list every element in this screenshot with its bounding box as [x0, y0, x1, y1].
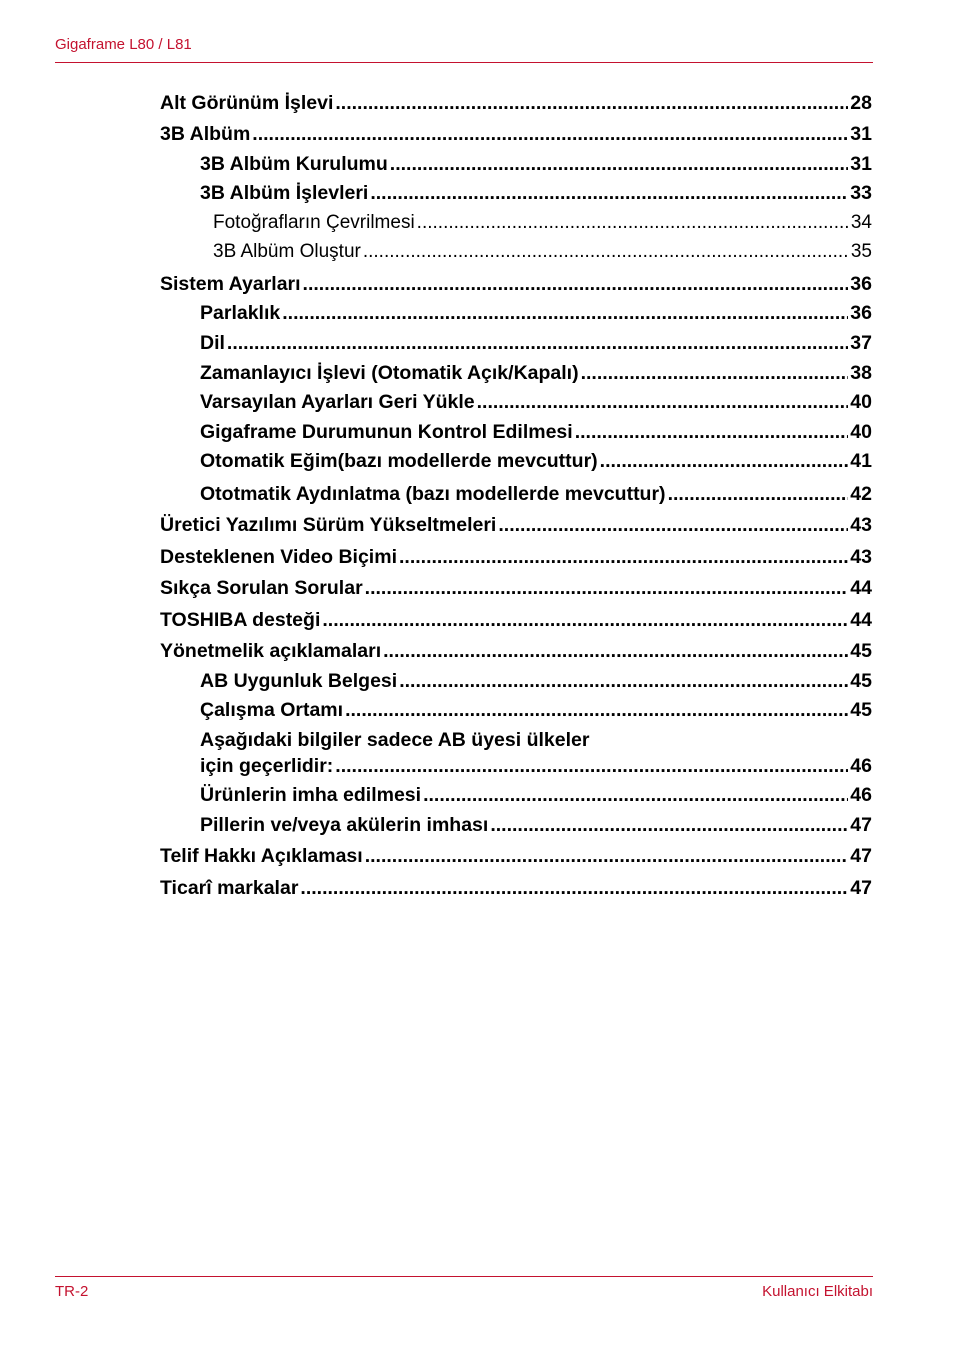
toc-page-number: 36	[850, 273, 872, 295]
toc-entry-label: 3B Albüm Oluştur	[213, 241, 361, 262]
toc-entry-label: AB Uygunluk Belgesi	[200, 670, 398, 692]
toc-leader-dots	[227, 332, 848, 355]
toc-entry-label: Fotoğrafların Çevrilmesi	[213, 212, 415, 233]
toc-entry[interactable]	[200, 421, 872, 444]
toc-entry[interactable]	[200, 814, 872, 837]
toc-leader-dots	[365, 577, 849, 600]
toc-leader-dots	[575, 421, 849, 444]
toc-page-number: 41	[850, 450, 872, 472]
toc-leader-dots	[335, 755, 848, 778]
toc-leader-dots	[423, 784, 848, 807]
toc-leader-dots	[282, 302, 848, 325]
toc-entry[interactable]	[160, 123, 872, 146]
toc-page-number: 36	[850, 302, 872, 324]
toc-entry[interactable]	[200, 450, 872, 473]
toc-entry[interactable]	[200, 699, 872, 722]
toc-leader-dots	[300, 877, 848, 900]
footer-page-label: TR-2	[55, 1283, 89, 1300]
toc-entry-label: Ototmatik Aydınlatma (bazı modellerde mevcuttur)	[200, 483, 666, 505]
toc-page-number: 34	[850, 212, 872, 233]
toc-entry-label: Pillerin ve/veya akülerin imhası	[200, 814, 489, 836]
toc-leader-dots	[383, 640, 848, 663]
toc-entry[interactable]	[200, 483, 872, 506]
toc-leader-dots	[335, 92, 848, 115]
toc-entry[interactable]	[200, 670, 872, 693]
toc-page-number: 37	[850, 332, 872, 354]
toc-page-number: 35	[850, 241, 872, 262]
toc-entry-label: 3B Albüm İşlevleri	[200, 182, 369, 204]
toc-entry[interactable]	[160, 273, 872, 296]
toc-leader-dots	[303, 273, 849, 296]
toc-page-number: 38	[850, 362, 872, 384]
toc-entry[interactable]	[213, 212, 872, 234]
toc-page-number: 43	[850, 514, 872, 536]
toc-entry-label: Otomatik Eğim(bazı modellerde mevcuttur)	[200, 450, 598, 472]
toc-entry[interactable]	[160, 92, 872, 115]
toc-entry[interactable]	[200, 362, 872, 385]
toc-entry-label: Varsayılan Ayarları Geri Yükle	[200, 391, 475, 413]
toc-entry-label: Yönetmelik açıklamaları	[160, 640, 382, 662]
toc-entry[interactable]	[200, 391, 872, 414]
toc-entry-label: Zamanlayıcı İşlevi (Otomatik Açık/Kapalı)	[200, 362, 579, 384]
toc-leader-dots	[345, 699, 848, 722]
toc-entry[interactable]	[200, 755, 872, 778]
toc-entry[interactable]	[200, 332, 872, 355]
toc-entry-label: Sistem Ayarları	[160, 273, 301, 295]
toc-entry-label-line1: Aşağıdaki bilgiler sadece AB üyesi ülkeler	[200, 729, 590, 751]
toc-page-number: 44	[850, 609, 872, 631]
toc-leader-dots	[668, 483, 849, 506]
header-rule	[55, 62, 873, 63]
toc-page-number: 47	[850, 814, 872, 836]
toc-page-number: 46	[850, 784, 872, 806]
toc-page-number: 40	[850, 391, 872, 413]
toc-leader-dots	[477, 391, 849, 414]
toc-entry-label: Parlaklık	[200, 302, 281, 324]
toc-leader-dots	[399, 670, 848, 693]
toc-entry[interactable]	[160, 609, 872, 632]
toc-page-number: 40	[850, 421, 872, 443]
toc-entry-label: Çalışma Ortamı	[200, 699, 344, 721]
toc-entry-label: Üretici Yazılımı Sürüm Yükseltmeleri	[160, 514, 497, 536]
toc-entry[interactable]	[160, 514, 872, 537]
toc-page-number: 46	[850, 755, 872, 777]
toc-entry-label: Telif Hakkı Açıklaması	[160, 845, 363, 867]
toc-entry[interactable]	[213, 241, 872, 263]
toc-entry-label: TOSHIBA desteği	[160, 609, 321, 631]
toc-entry[interactable]	[200, 784, 872, 807]
footer-manual-title: Kullanıcı Elkitabı	[762, 1283, 873, 1300]
toc-page-number: 31	[850, 123, 872, 145]
toc-leader-dots	[252, 123, 848, 146]
toc-entry-label: Sıkça Sorulan Sorular	[160, 577, 363, 599]
toc-page-number: 31	[850, 153, 872, 175]
toc-entry-label: Gigaframe Durumunun Kontrol Edilmesi	[200, 421, 573, 443]
toc-leader-dots	[417, 212, 849, 234]
toc-page-number: 42	[850, 483, 872, 505]
toc-page-number: 47	[850, 845, 872, 867]
toc-entry[interactable]	[160, 546, 872, 569]
toc-leader-dots	[490, 814, 848, 837]
toc-leader-dots	[363, 241, 849, 263]
toc-page-number: 28	[850, 92, 872, 114]
toc-leader-dots	[365, 845, 849, 868]
toc-leader-dots	[581, 362, 849, 385]
toc-entry-label: Dil	[200, 332, 225, 354]
toc-leader-dots	[322, 609, 848, 632]
toc-leader-dots	[390, 153, 849, 176]
toc-entry-label: 3B Albüm	[160, 123, 251, 145]
running-header-title: Gigaframe L80 / L81	[55, 36, 192, 53]
toc-entry-label: için geçerlidir:	[200, 755, 334, 777]
toc-page-number: 43	[850, 546, 872, 568]
toc-entry[interactable]	[160, 877, 872, 900]
toc-entry[interactable]	[160, 640, 872, 663]
toc-entry[interactable]	[160, 845, 872, 868]
toc-entry-label: Ticarî markalar	[160, 877, 299, 899]
toc-leader-dots	[498, 514, 848, 537]
toc-entry-label: 3B Albüm Kurulumu	[200, 153, 388, 175]
toc-page-number: 44	[850, 577, 872, 599]
toc-leader-dots	[370, 182, 848, 205]
toc-entry[interactable]	[160, 577, 872, 600]
toc-entry[interactable]	[200, 153, 872, 176]
toc-page-number: 47	[850, 877, 872, 899]
toc-page-number: 33	[850, 182, 872, 204]
toc-entry[interactable]	[200, 302, 872, 325]
toc-entry-label: Desteklenen Video Biçimi	[160, 546, 397, 568]
toc-page-number: 45	[850, 699, 872, 721]
toc-leader-dots	[600, 450, 849, 473]
toc-entry-label: Ürünlerin imha edilmesi	[200, 784, 422, 806]
toc-entry[interactable]	[200, 182, 872, 205]
toc-entry-label: Alt Görünüm İşlevi	[160, 92, 334, 114]
toc-page-number: 45	[850, 670, 872, 692]
toc-page-number: 45	[850, 640, 872, 662]
footer-rule	[55, 1276, 873, 1277]
toc-leader-dots	[399, 546, 848, 569]
